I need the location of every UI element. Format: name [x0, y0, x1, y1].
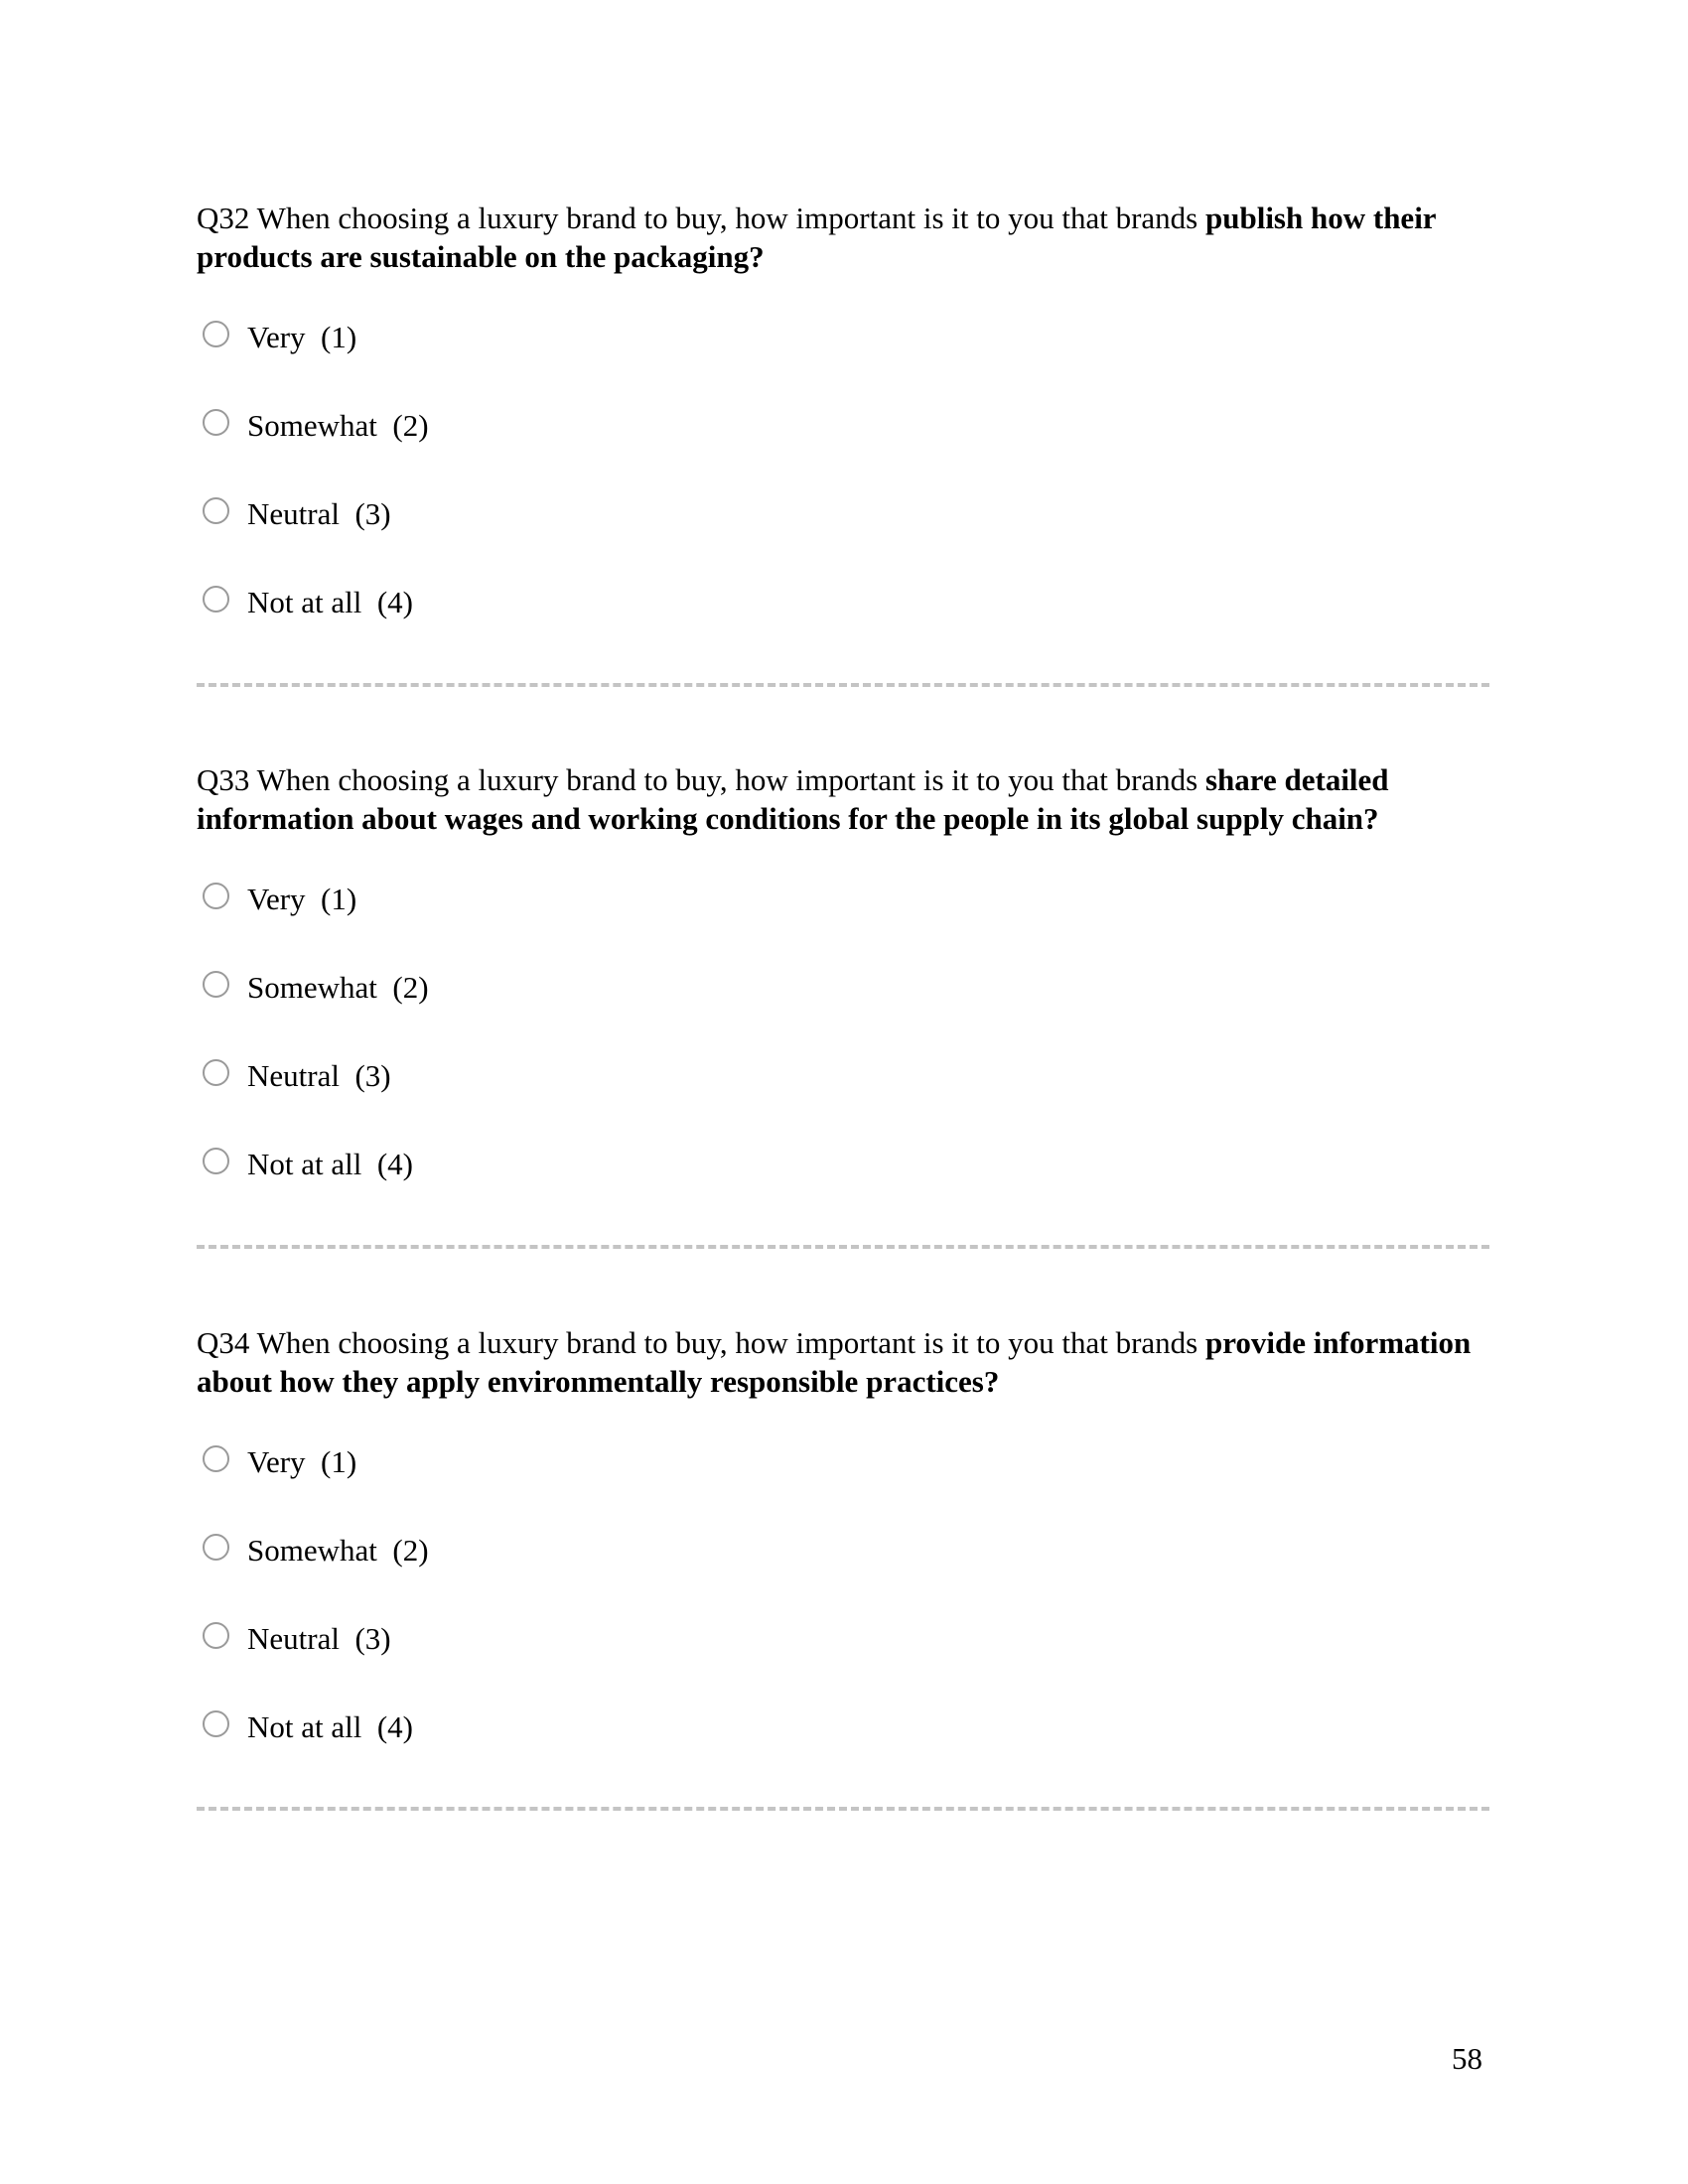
option-label: Not at all (4)	[247, 1147, 414, 1181]
option-neutral[interactable]	[203, 1619, 1487, 1659]
option-label: Very (1)	[247, 882, 357, 916]
option-very[interactable]	[203, 318, 1487, 357]
radio-button-icon[interactable]	[203, 1445, 229, 1472]
question-emphasis: provide information about how they apply environmentally responsible practices?	[197, 1325, 1472, 1399]
option-label: Very (1)	[247, 1444, 357, 1479]
page-number: 58	[1452, 2041, 1482, 2076]
question-emphasis: share detailed information about wages and working conditions for the people in its global supply chain?	[197, 762, 1389, 836]
radio-button-icon[interactable]	[203, 971, 229, 998]
option-label: Somewhat (2)	[247, 970, 429, 1005]
option-label: Neutral (3)	[247, 496, 391, 531]
option-not-at-all[interactable]	[203, 583, 1487, 622]
question-q32	[197, 199, 1487, 671]
question-prompt: Q33 When choosing a luxury brand to buy, how important is it to you that brands	[197, 762, 1205, 797]
radio-button-icon[interactable]	[203, 1148, 229, 1174]
question-q34	[197, 1323, 1487, 1796]
option-neutral[interactable]	[203, 1056, 1487, 1096]
radio-button-icon[interactable]	[203, 409, 229, 436]
radio-button-icon[interactable]	[203, 321, 229, 347]
option-somewhat[interactable]	[203, 406, 1487, 446]
option-very[interactable]	[203, 880, 1487, 919]
radio-button-icon[interactable]	[203, 586, 229, 613]
answer-options	[197, 318, 1487, 622]
radio-button-icon[interactable]	[203, 497, 229, 524]
option-label: Somewhat (2)	[247, 1533, 429, 1568]
question-emphasis: publish how their products are sustainable on the packaging?	[197, 201, 1436, 274]
option-neutral[interactable]	[203, 494, 1487, 534]
radio-button-icon[interactable]	[203, 883, 229, 909]
radio-button-icon[interactable]	[203, 1710, 229, 1737]
option-very[interactable]	[203, 1442, 1487, 1482]
question-prompt: Q32 When choosing a luxury brand to buy, how important is it to you that brands	[197, 201, 1205, 235]
question-prompt: Q34 When choosing a luxury brand to buy, how important is it to you that brands	[197, 1325, 1205, 1360]
radio-button-icon[interactable]	[203, 1059, 229, 1086]
option-not-at-all[interactable]	[203, 1145, 1487, 1184]
option-label: Neutral (3)	[247, 1058, 391, 1093]
option-not-at-all[interactable]	[203, 1707, 1487, 1747]
option-label: Very (1)	[247, 320, 357, 354]
option-somewhat[interactable]	[203, 1531, 1487, 1570]
question-q33	[197, 760, 1487, 1233]
question-text	[197, 1323, 1487, 1401]
radio-button-icon[interactable]	[203, 1534, 229, 1561]
option-label: Not at all (4)	[247, 585, 414, 619]
radio-button-icon[interactable]	[203, 1622, 229, 1649]
option-somewhat[interactable]	[203, 968, 1487, 1008]
question-text	[197, 760, 1487, 838]
question-divider	[197, 1807, 1489, 1811]
option-label: Neutral (3)	[247, 1621, 391, 1656]
answer-options	[197, 1442, 1487, 1747]
answer-options	[197, 880, 1487, 1184]
question-text	[197, 199, 1487, 276]
question-divider	[197, 683, 1489, 687]
question-divider	[197, 1245, 1489, 1249]
option-label: Not at all (4)	[247, 1709, 414, 1744]
option-label: Somewhat (2)	[247, 408, 429, 443]
